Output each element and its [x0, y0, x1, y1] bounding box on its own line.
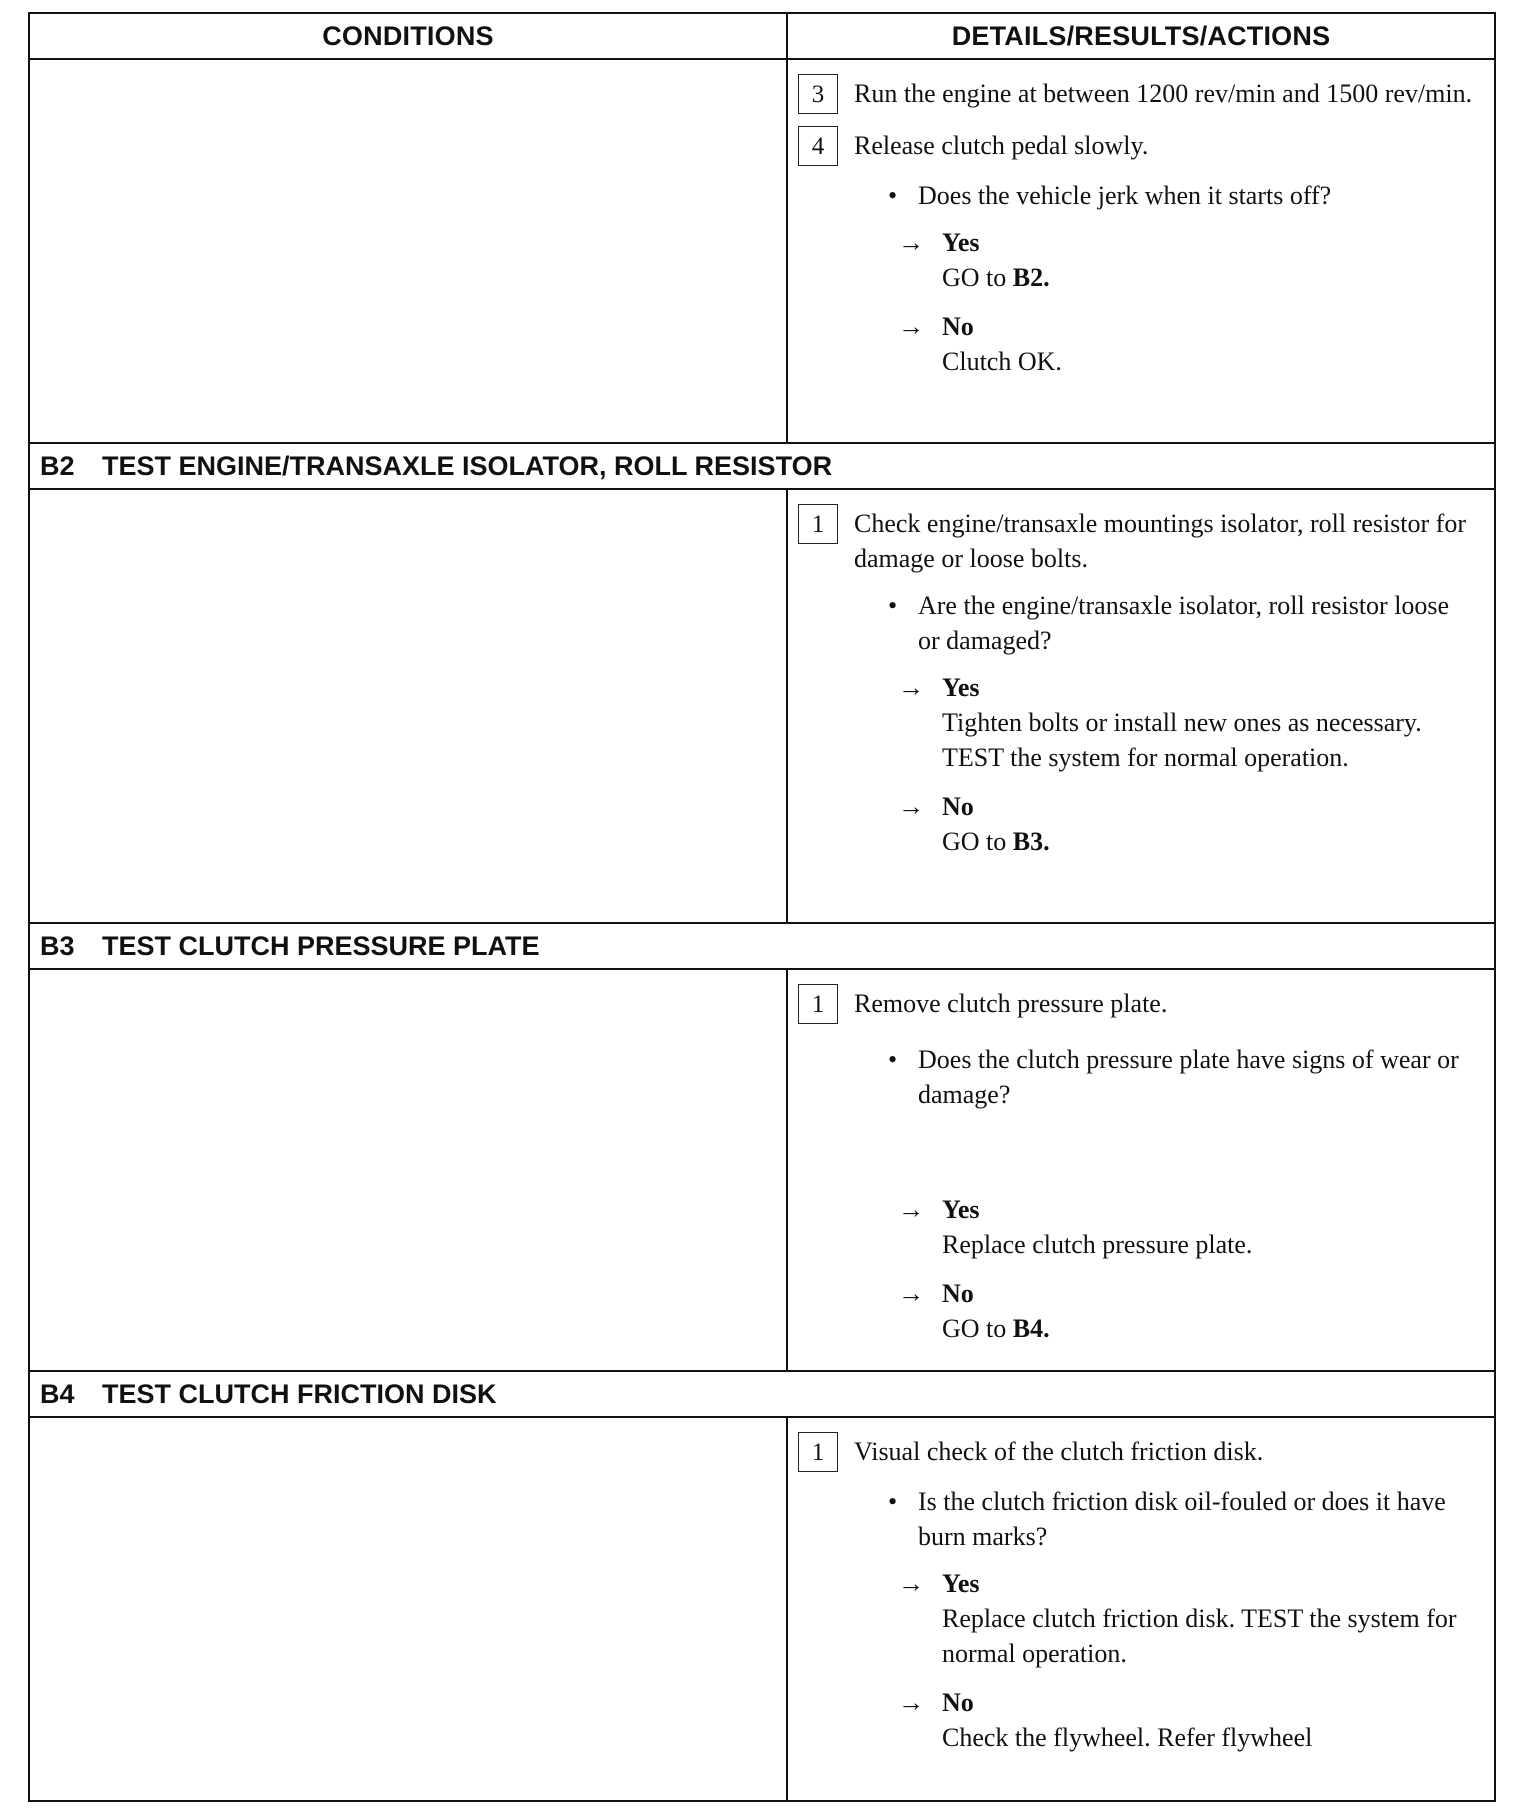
step-text: Run the engine at between 1200 rev/min and 1500 rev/min. — [854, 79, 1473, 108]
result-yes — [898, 1192, 1474, 1262]
question-text: Does the vehicle jerk when it starts off? — [918, 181, 1332, 210]
section-header-b3 — [30, 924, 1494, 970]
bullet-icon: • — [888, 181, 898, 210]
conditions-cell — [30, 490, 788, 922]
step-number: 1 — [798, 504, 838, 544]
result-no — [898, 1685, 1474, 1755]
result-action: Tighten bolts or install new ones as necessary. TEST the system for normal operation. — [942, 708, 1422, 772]
details-cell — [788, 1418, 1494, 1802]
step-text: Release clutch pedal slowly. — [854, 131, 1149, 160]
action-text: GO to — [942, 1314, 1013, 1343]
section-header-b4 — [30, 1372, 1494, 1418]
result-no — [898, 1276, 1474, 1346]
section-title: TEST CLUTCH PRESSURE PLATE — [102, 930, 540, 961]
section-code: B3 — [40, 930, 75, 961]
continuation-row — [30, 60, 1494, 444]
result-action: Replace clutch friction disk. TEST the system for normal operation. — [942, 1604, 1457, 1668]
result-no — [898, 789, 1474, 859]
step — [798, 984, 1474, 1024]
step — [798, 126, 1474, 166]
result-action: Replace clutch pressure plate. — [942, 1230, 1253, 1259]
right-arrow-icon: → — [898, 673, 924, 702]
right-arrow-icon: → — [898, 1195, 924, 1224]
result-word: No — [942, 792, 974, 821]
step-text: Remove clutch pressure plate. — [854, 989, 1168, 1018]
action-text: GO to — [942, 827, 1013, 856]
details-header: DETAILS/RESULTS/ACTIONS — [951, 20, 1331, 51]
question — [888, 1042, 1474, 1112]
step-text: Check engine/transaxle mountings isolator, roll resistor for damage or loose bolts. — [854, 509, 1466, 573]
question — [888, 178, 1474, 213]
question — [888, 1484, 1474, 1554]
result-word: No — [942, 1688, 974, 1717]
conditions-header: CONDITIONS — [30, 14, 788, 58]
details-cell — [788, 970, 1494, 1370]
result-word: Yes — [942, 1195, 980, 1224]
details-cell — [788, 60, 1494, 442]
table-header — [30, 14, 1494, 60]
step-number: 1 — [798, 1432, 838, 1472]
step — [798, 1432, 1474, 1472]
question-text: Does the clutch pressure plate have signs of wear or damage? — [918, 1045, 1459, 1109]
bullet-icon: • — [888, 1487, 898, 1516]
section-code: B2 — [40, 450, 75, 481]
result-action — [942, 824, 1474, 859]
result-word: No — [942, 312, 974, 341]
conditions-cell — [30, 970, 788, 1370]
action-ref: B2. — [1012, 263, 1050, 292]
bullet-icon: • — [888, 1045, 898, 1074]
section-row-b2 — [30, 490, 1494, 924]
result-word: Yes — [942, 228, 980, 257]
action-text: GO to — [942, 263, 1013, 292]
step-text: Visual check of the clutch friction disk. — [854, 1437, 1264, 1466]
result-action: Check the flywheel. Refer flywheel — [942, 1723, 1313, 1752]
step — [798, 74, 1474, 114]
result-yes — [898, 1566, 1474, 1671]
right-arrow-icon: → — [898, 228, 924, 257]
bullet-icon: • — [888, 591, 898, 620]
right-arrow-icon: → — [898, 1279, 924, 1308]
action-ref: B3. — [1012, 827, 1050, 856]
right-arrow-icon: → — [898, 792, 924, 821]
conditions-cell — [30, 1418, 788, 1802]
section-code: B4 — [40, 1378, 75, 1409]
step-number: 3 — [798, 74, 838, 114]
step-number: 1 — [798, 984, 838, 1024]
right-arrow-icon: → — [898, 312, 924, 341]
section-title: TEST CLUTCH FRICTION DISK — [102, 1378, 497, 1409]
result-yes — [898, 670, 1474, 775]
section-row-b4 — [30, 1418, 1494, 1802]
question — [888, 588, 1474, 658]
result-word: Yes — [942, 1569, 980, 1598]
right-arrow-icon: → — [898, 1569, 924, 1598]
action-ref: B4. — [1012, 1314, 1050, 1343]
action-text: Clutch OK. — [942, 347, 1062, 376]
details-cell — [788, 490, 1494, 922]
diagnostic-table — [28, 12, 1496, 1802]
section-header-b2 — [30, 444, 1494, 490]
result-yes — [898, 225, 1474, 295]
result-word: Yes — [942, 673, 980, 702]
step — [798, 504, 1474, 576]
result-action — [942, 344, 1474, 379]
conditions-cell — [30, 60, 788, 442]
section-title: TEST ENGINE/TRANSAXLE ISOLATOR, ROLL RESISTOR — [102, 450, 833, 481]
question-text: Is the clutch friction disk oil-fouled or does it have burn marks? — [918, 1487, 1446, 1551]
step-number: 4 — [798, 126, 838, 166]
question-text: Are the engine/transaxle isolator, roll resistor loose or damaged? — [918, 591, 1450, 655]
result-word: No — [942, 1279, 974, 1308]
section-row-b3 — [30, 970, 1494, 1372]
result-no — [898, 309, 1474, 379]
right-arrow-icon: → — [898, 1688, 924, 1717]
result-action — [942, 1311, 1474, 1346]
result-action — [942, 260, 1474, 295]
